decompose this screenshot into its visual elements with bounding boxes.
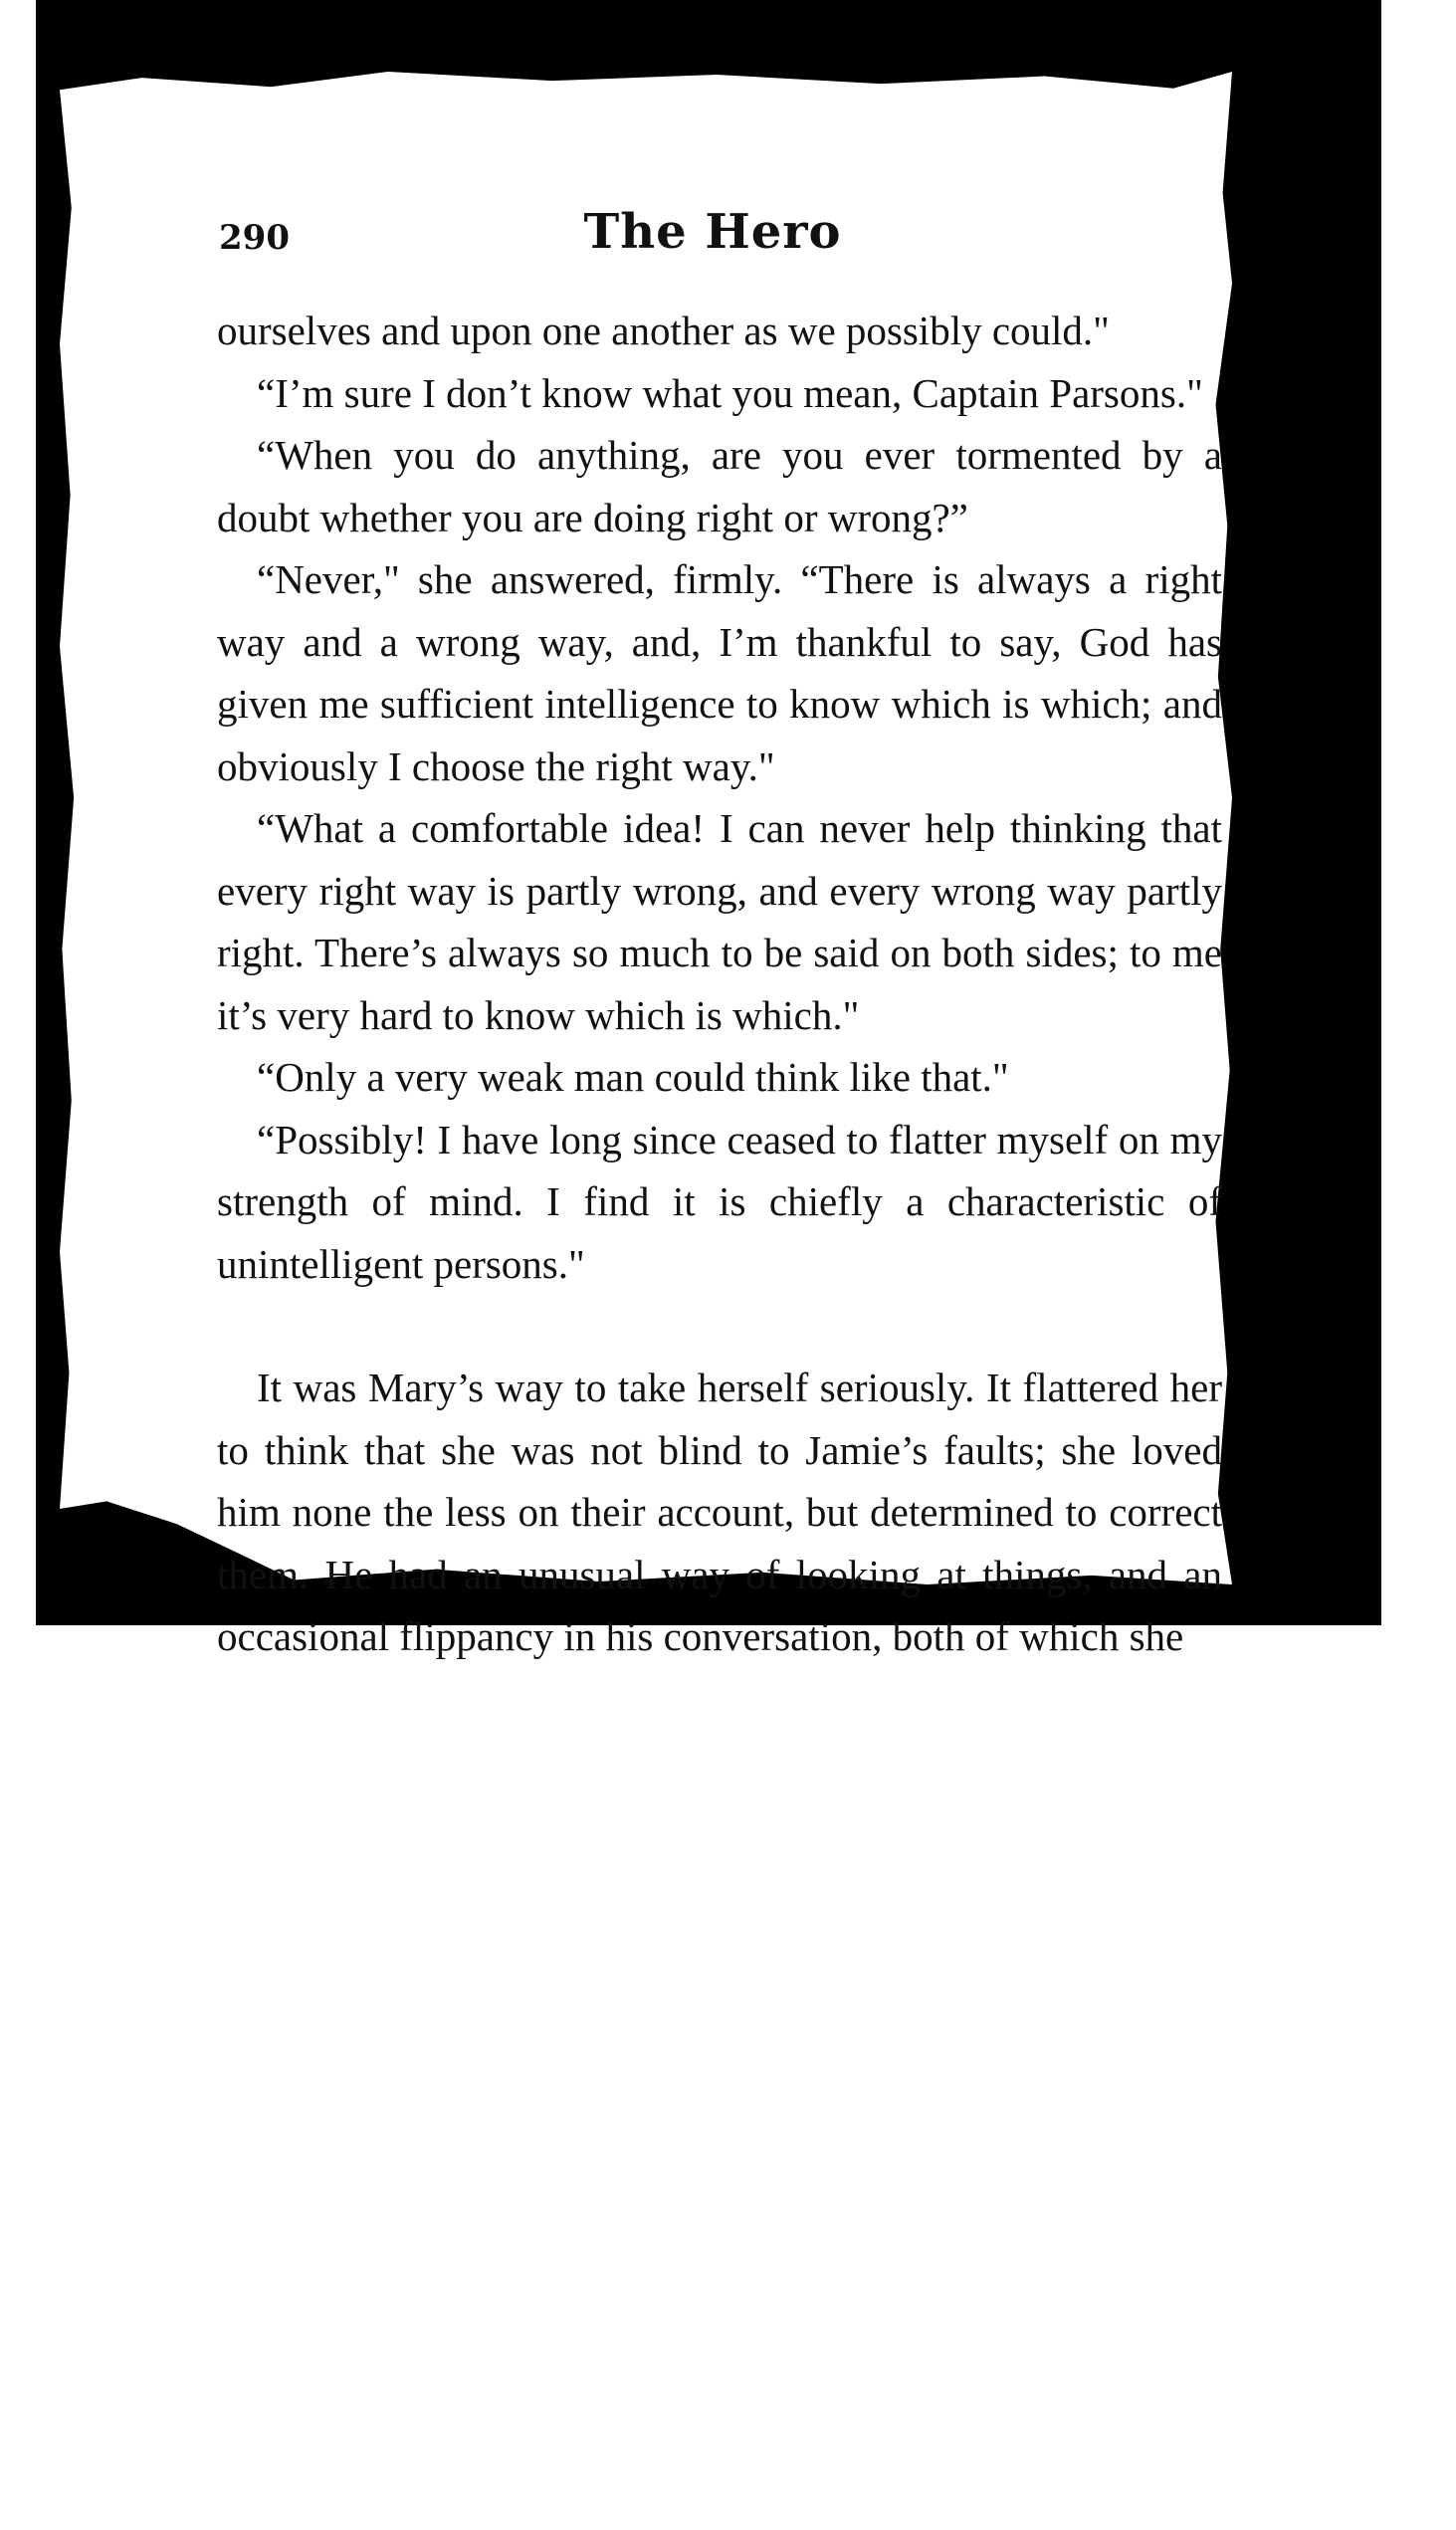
- running-title: The Hero: [583, 204, 842, 260]
- body-text: [217, 300, 1222, 1668]
- page-number: 290: [219, 218, 290, 258]
- paragraph: “Never," she answered, firmly. “There is always a right way and a wrong way, and, I’m thankful to say, God has given me sufficient intelligence to know which is which; and obviously I choose the right way.": [217, 556, 1222, 789]
- paragraph: It was Mary’s way to take herself seriously. It flattered her to think that she was not blind to Jamie’s faults; she loved him none the less on their account, but determined to correct them. He had an unusual way of looking at things, and an occasional flippancy in his conversation, both of which she: [217, 1365, 1222, 1659]
- paragraph: “Only a very weak man could think like that.": [257, 1054, 1009, 1100]
- section-break: [217, 1295, 1222, 1357]
- paragraph: “When you do anything, are you ever tormented by a doubt whether you are doing right or wrong?”: [217, 432, 1222, 540]
- paragraph: “What a comfortable idea! I can never help thinking that every right way is partly wrong, and every wrong way partly right. There’s always so much to be said on both sides; to me it’s very hard to know which is which.": [217, 805, 1222, 1038]
- page-header: [205, 204, 1220, 274]
- paragraph: “I’m sure I don’t know what you mean, Captain Parsons.": [257, 369, 1203, 416]
- paragraph: “Possibly! I have long since ceased to flatter myself on my strength of mind. I find it is chiefly a characteristic of unintelligent persons.": [217, 1116, 1222, 1287]
- paragraph: ourselves and upon one another as we possibly could.": [217, 308, 1110, 353]
